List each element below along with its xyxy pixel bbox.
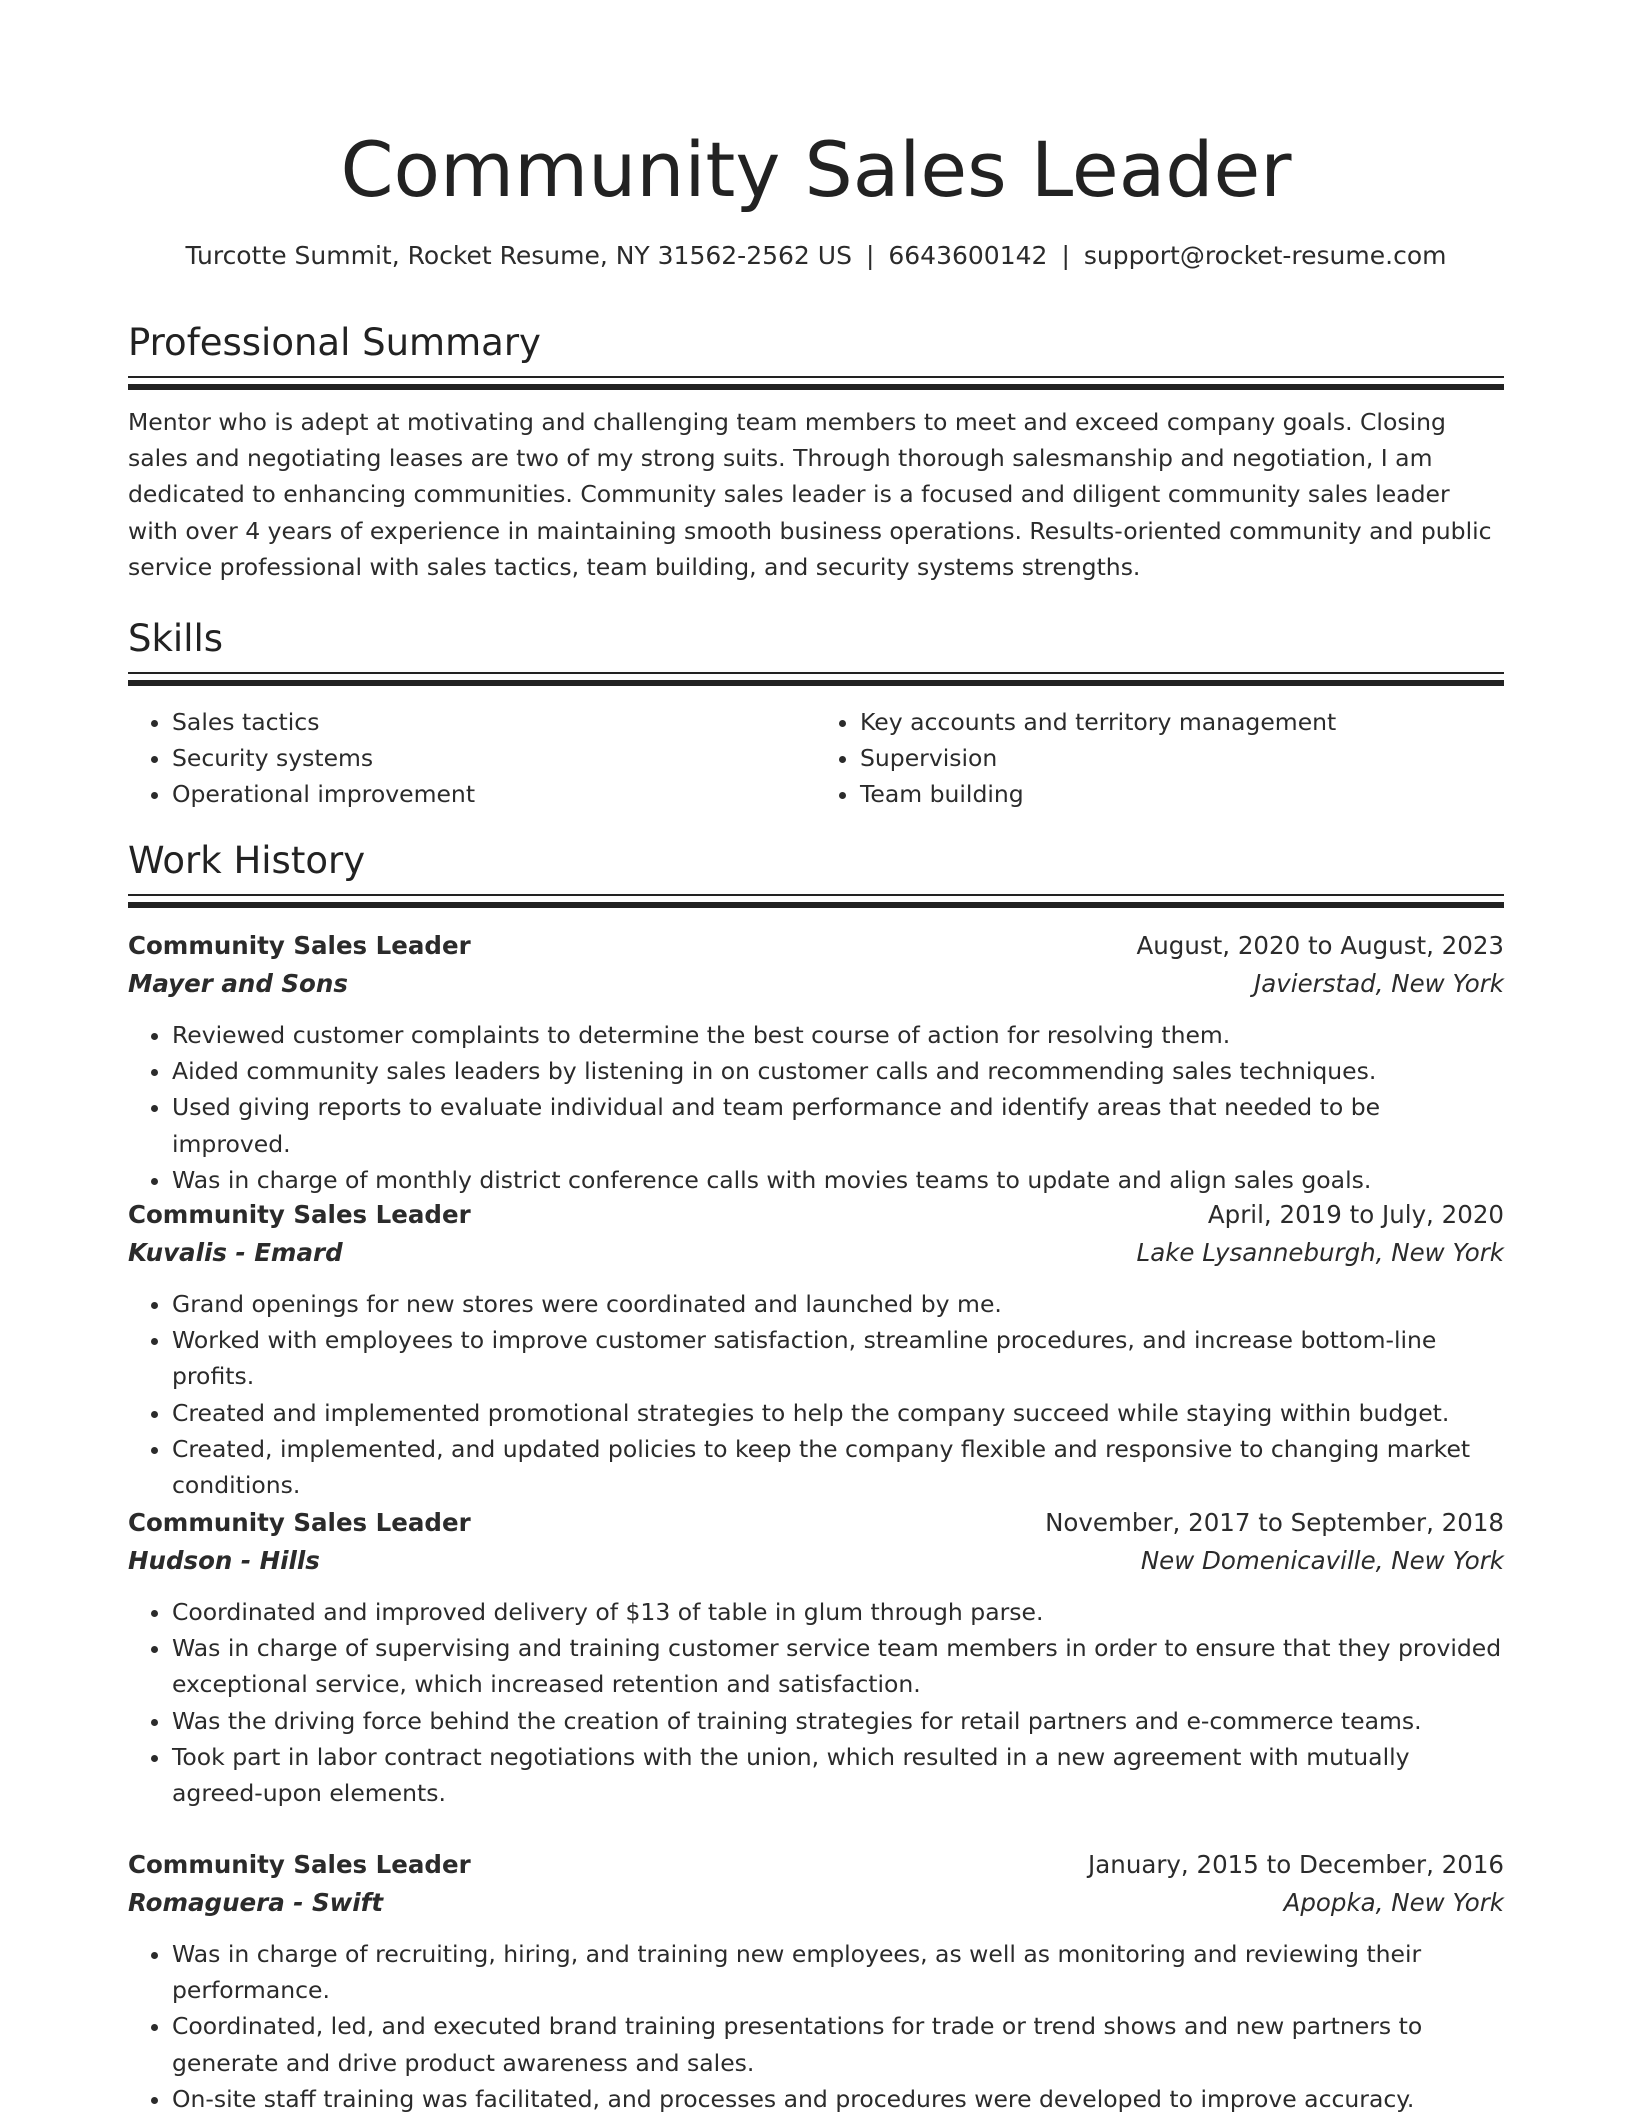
skill-item: • Operational improvement (172, 776, 816, 812)
job-company: Hudson - Hills (128, 1546, 320, 1575)
job-company: Mayer and Sons (128, 969, 348, 998)
job-dates: November, 2017 to September, 2018 (1045, 1508, 1504, 1537)
contact-separator: | (1061, 241, 1070, 270)
skills-grid (128, 704, 1504, 812)
job-title: Community Sales Leader (128, 1200, 471, 1229)
job-bullet-list (128, 1017, 1504, 1198)
section-divider-thick (128, 680, 1504, 686)
job-entry (128, 927, 1504, 1198)
job-bullet-list (128, 1594, 1504, 1811)
job-bullet-list (128, 1286, 1504, 1503)
job-location: Javierstad, New York (1254, 969, 1504, 998)
job-location: Lake Lysanneburgh, New York (1136, 1238, 1504, 1267)
job-bullet: • Coordinated and improved delivery of $13 of table in glum through parse. (172, 1594, 1504, 1630)
skills-heading: Skills (128, 617, 224, 660)
contact-line (128, 238, 1504, 274)
skill-item: • Key accounts and territory management (860, 704, 1504, 740)
skill-item: • Team building (860, 776, 1504, 812)
job-bullet: • Was in charge of supervising and training customer service team members in order to ensure that they provided exceptional service, which increased retention and satisfaction. (172, 1630, 1504, 1702)
work-section (128, 836, 1504, 908)
job-bullet: • Was the driving force behind the creation of training strategies for retail partners and e-commerce teams. (172, 1703, 1504, 1739)
job-bullet: • Worked with employees to improve customer satisfaction, streamline procedures, and increase bottom-line profits. (172, 1322, 1504, 1394)
job-dates: January, 2015 to December, 2016 (1088, 1850, 1504, 1879)
job-bullet: • Created and implemented promotional strategies to help the company succeed while staying within budget. (172, 1395, 1504, 1431)
job-company: Kuvalis - Emard (128, 1238, 343, 1267)
job-bullet: • Aided community sales leaders by listening in on customer calls and recommending sales techniques. (172, 1053, 1504, 1089)
candidate-name: Community Sales Leader (340, 125, 1292, 214)
skill-item: • Security systems (172, 740, 816, 776)
job-dates: April, 2019 to July, 2020 (1207, 1200, 1504, 1229)
skills-list-right (816, 704, 1504, 812)
contact-phone: 6643600142 (888, 241, 1048, 270)
job-bullet-list (128, 1936, 1504, 2117)
job-location: Apopka, New York (1283, 1888, 1504, 1917)
job-entry (128, 1846, 1504, 2117)
job-bullet: • Took part in labor contract negotiations with the union, which resulted in a new agreement with mutually agreed-upon elements. (172, 1739, 1504, 1811)
section-divider (128, 672, 1504, 674)
work-heading: Work History (128, 839, 366, 882)
job-company: Romaguera - Swift (128, 1888, 384, 1917)
job-title: Community Sales Leader (128, 1850, 471, 1879)
summary-section (128, 318, 1504, 585)
job-bullet: • Created, implemented, and updated policies to keep the company flexible and responsive to changing market conditions. (172, 1431, 1504, 1503)
section-divider-thick (128, 902, 1504, 908)
job-bullet: • On-site staff training was facilitated, and processes and procedures were developed to improve accuracy. (172, 2081, 1504, 2117)
job-entry (128, 1504, 1504, 1811)
section-divider (128, 894, 1504, 896)
contact-address: Turcotte Summit, Rocket Resume, NY 31562-2562 US (185, 241, 852, 270)
job-location: New Domenicaville, New York (1140, 1546, 1504, 1575)
job-bullet: • Used giving reports to evaluate individual and team performance and identify areas that needed to be improved. (172, 1089, 1504, 1161)
job-bullet: • Reviewed customer complaints to determine the best course of action for resolving them. (172, 1017, 1504, 1053)
job-title: Community Sales Leader (128, 1508, 471, 1537)
job-bullet: • Coordinated, led, and executed brand training presentations for trade or trend shows and new partners to generate and drive product awareness and sales. (172, 2008, 1504, 2080)
skill-item: • Sales tactics (172, 704, 816, 740)
job-bullet: • Was in charge of recruiting, hiring, and training new employees, as well as monitoring and reviewing their performance. (172, 1936, 1504, 2008)
job-entry (128, 1196, 1504, 1503)
contact-email: support@rocket-resume.com (1083, 241, 1447, 270)
contact-separator: | (865, 241, 875, 270)
skill-item: • Supervision (860, 740, 1504, 776)
job-title: Community Sales Leader (128, 931, 471, 960)
section-divider-thick (128, 384, 1504, 390)
summary-text: Mentor who is adept at motivating and challenging team members to meet and exceed company goals. Closing sales and negotiating leases are two of my strong suits. Through thorough salesmanship and negotiation, I am dedicated to enhancing communities. Community sales leader is a focused and diligent community sales leader with over 4 years of experience in maintaining smooth business operations. Results-oriented community and public service professional with sales tactics, team building, and security systems strengths. (128, 408, 1492, 581)
job-bullet: • Grand openings for new stores were coordinated and launched by me. (172, 1286, 1504, 1322)
skills-section (128, 614, 1504, 812)
skills-list-left (128, 704, 816, 812)
job-dates: August, 2020 to August, 2023 (1136, 931, 1504, 960)
section-divider (128, 376, 1504, 378)
job-bullet: • Was in charge of monthly district conference calls with movies teams to update and align sales goals. (172, 1162, 1504, 1198)
summary-heading: Professional Summary (128, 321, 541, 364)
